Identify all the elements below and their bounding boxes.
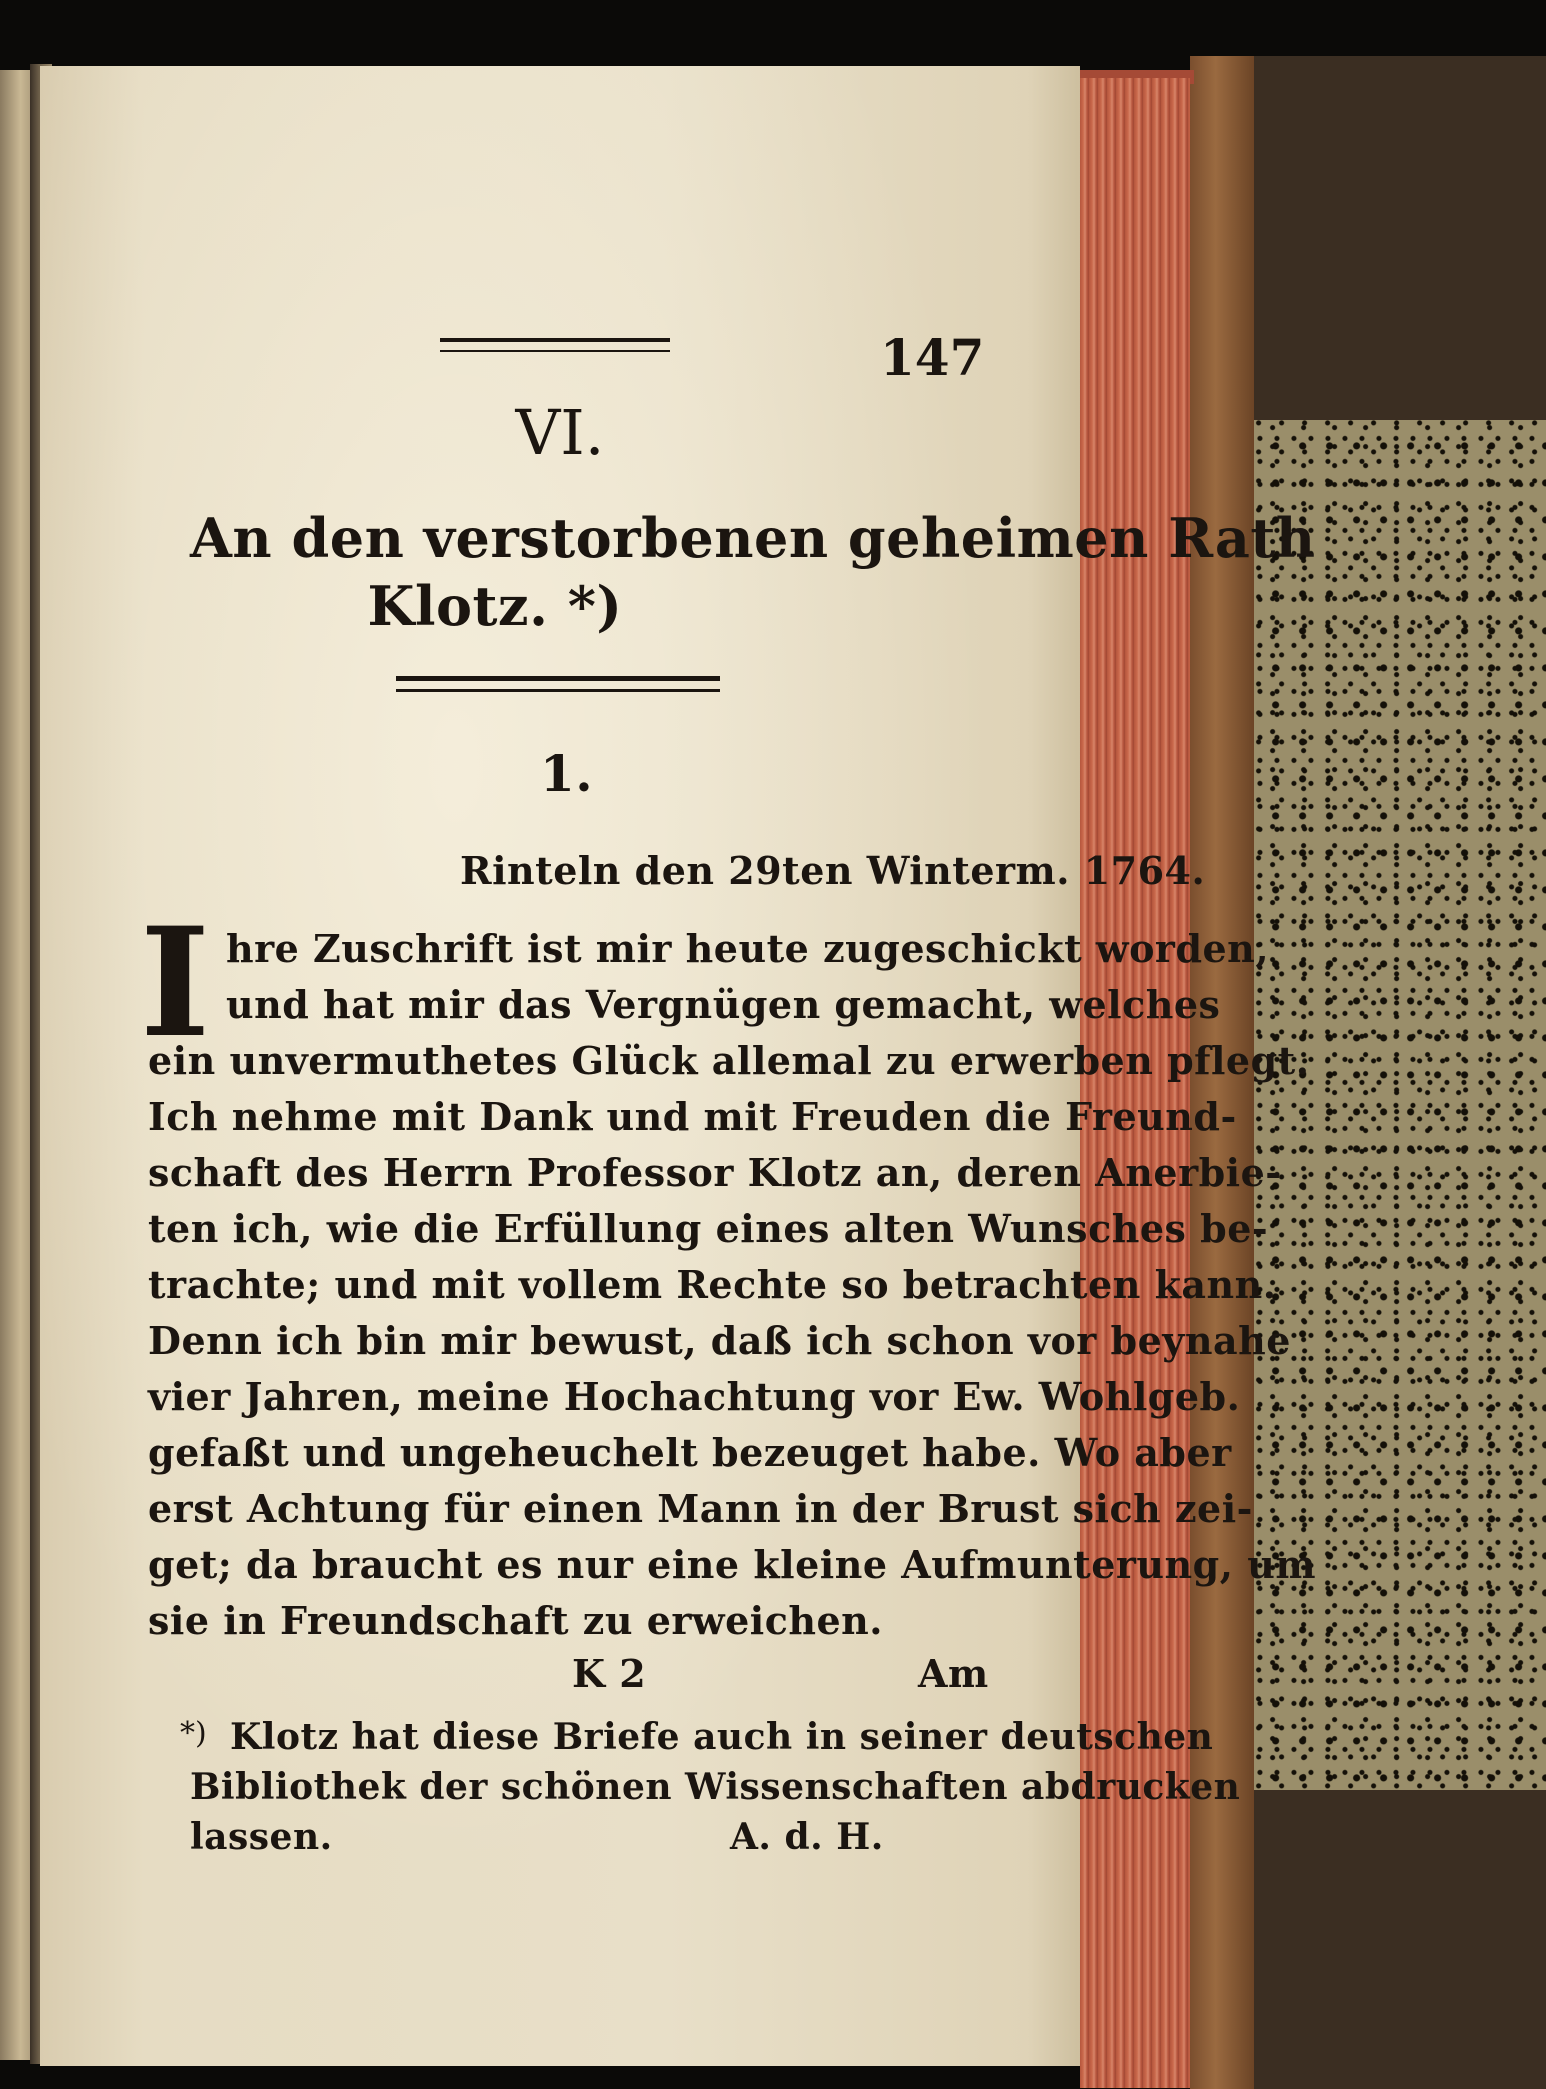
body-line: Denn ich bin mir bewust, daß ich schon vor beynahe <box>148 1318 1291 1363</box>
body-line: schaft des Herrn Professor Klotz an, deren Anerbie- <box>148 1150 1282 1195</box>
printed-page <box>40 66 1317 2066</box>
body-line: vier Jahren, meine Hochachtung vor Ew. Wohlgeb. <box>148 1374 1241 1419</box>
left-page-edge <box>0 70 34 2060</box>
title-rule <box>396 676 720 692</box>
chapter-numeral: VI. <box>515 396 605 469</box>
page-number: 147 <box>880 328 985 387</box>
footnote-line: lassen. <box>190 1816 333 1858</box>
signature-mark: K 2 <box>572 1651 647 1696</box>
header-rule <box>440 338 670 352</box>
footnote-marker: *) <box>180 1716 207 1751</box>
footnote-line: Klotz hat diese Briefe auch in seiner deutschen <box>230 1716 1214 1758</box>
body-line: get; da braucht es nur eine kleine Aufmunterung, um <box>148 1542 1317 1587</box>
body-line: Ich nehme mit Dank und mit Freuden die Freund- <box>148 1094 1237 1139</box>
catchword: Am <box>918 1651 989 1696</box>
body-line: trachte; und mit vollem Rechte so betrachten kann. <box>148 1262 1277 1307</box>
body-line: sie in Freundschaft zu erweichen. <box>148 1598 884 1643</box>
body-line: hre Zuschrift ist mir heute zugeschickt worden, <box>226 926 1270 971</box>
footnote-signature: A. d. H. <box>730 1816 884 1858</box>
chapter-title-line-2: Klotz. *) <box>367 574 623 638</box>
body-line: erst Achtung für einen Mann in der Brust sich zei- <box>148 1486 1253 1531</box>
drop-cap: I <box>140 895 211 1071</box>
letter-number: 1. <box>540 744 594 803</box>
chapter-title-line-1: An den verstorbenen geheimen Rath <box>190 506 1316 570</box>
body-line: und hat mir das Vergnügen gemacht, welches <box>226 982 1221 1027</box>
dateline: Rinteln den 29ten Winterm. 1764. <box>460 848 1206 893</box>
footnote-line: Bibliothek der schönen Wissenschaften abdrucken <box>190 1766 1241 1808</box>
body-line: ein unvermuthetes Glück allemal zu erwerben pflegt. <box>148 1038 1310 1083</box>
body-line: ten ich, wie die Erfüllung eines alten Wunsches be- <box>148 1206 1269 1251</box>
body-line: gefaßt und ungeheuchelt bezeuget habe. Wo aber <box>148 1430 1232 1475</box>
